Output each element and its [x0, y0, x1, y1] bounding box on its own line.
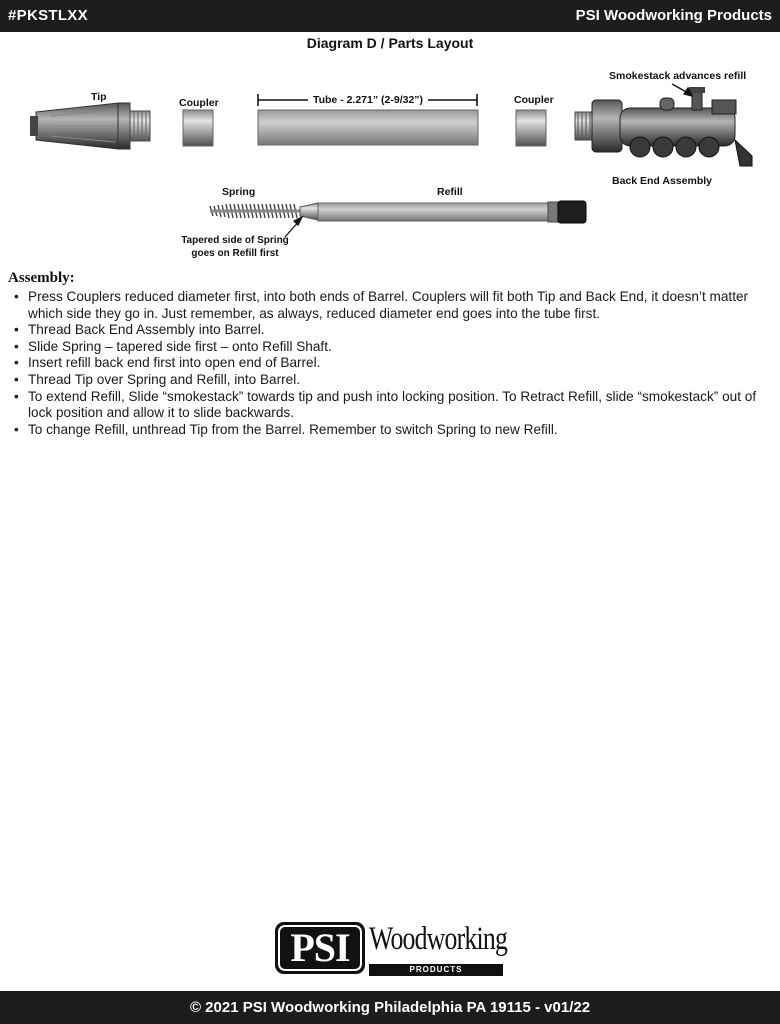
tube-label: Tube - 2.271” (2-9/32”) — [312, 94, 424, 106]
assembly-step: • To extend Refill, Slide “smokestack” towards tip and push into locking position. To Retract Refill, slide “smokestack” out of lock position and allow it to slide backwards. — [28, 389, 770, 422]
woodworking-wordmark: Woodworking — [369, 921, 508, 957]
tip-part — [30, 103, 150, 149]
assembly-step: • Press Couplers reduced diameter first, into both ends of Barrel. Couplers will fit both Tip and Back End, it doesn’t matter which side they go in. Just remember, as always, reduced diameter end goes into the tube first. — [28, 289, 770, 322]
refill-label: Refill — [437, 186, 463, 198]
tip-label: Tip — [91, 91, 107, 103]
spring-part — [210, 204, 300, 218]
tube-part — [258, 110, 478, 145]
assembly-step: • Thread Back End Assembly into Barrel. — [28, 322, 770, 339]
diagram-title: Diagram D / Parts Layout — [306, 35, 474, 51]
coupler-left-part — [183, 110, 213, 146]
header-bar — [0, 0, 780, 32]
assembly-section — [8, 270, 770, 438]
brand-name: PSI Woodworking Products — [575, 7, 772, 24]
coupler-right-label: Coupler — [514, 94, 554, 106]
coupler-left-label: Coupler — [179, 97, 219, 109]
psi-logo-mark — [275, 922, 365, 974]
spring-label: Spring — [222, 186, 256, 198]
product-code: #PKSTLXX — [8, 7, 88, 24]
assembly-step: • Thread Tip over Spring and Refill, into Barrel. — [28, 372, 770, 389]
psi-logo-text: PSI — [278, 925, 362, 971]
footer-bar: © 2021 PSI Woodworking Philadelphia PA 19115 - v01/22 — [0, 991, 780, 1024]
psi-woodworking-logo — [275, 920, 515, 980]
back-end-assembly-label: Back End Assembly — [612, 175, 712, 187]
assembly-steps — [8, 289, 770, 438]
refill-part — [300, 201, 586, 223]
smokestack-label: Smokestack advances refill — [609, 70, 747, 82]
assembly-heading: Assembly: — [8, 270, 75, 286]
tapered-note — [175, 234, 295, 260]
tapered-note-line-1: Tapered side of Spring — [181, 235, 289, 246]
assembly-step: • Slide Spring – tapered side first – onto Refill Shaft. — [28, 339, 770, 356]
smokestack-arrow — [672, 84, 692, 96]
parts-layout-diagram — [0, 60, 780, 270]
assembly-step: • To change Refill, unthread Tip from the Barrel. Remember to switch Spring to new Refill. — [28, 422, 770, 439]
products-bar: PRODUCTS — [369, 964, 503, 976]
back-end-assembly-part — [575, 87, 752, 166]
coupler-right-part — [516, 110, 546, 146]
tapered-note-line-2: goes on Refill first — [191, 248, 279, 259]
assembly-step: • Insert refill back end first into open end of Barrel. — [28, 355, 770, 372]
